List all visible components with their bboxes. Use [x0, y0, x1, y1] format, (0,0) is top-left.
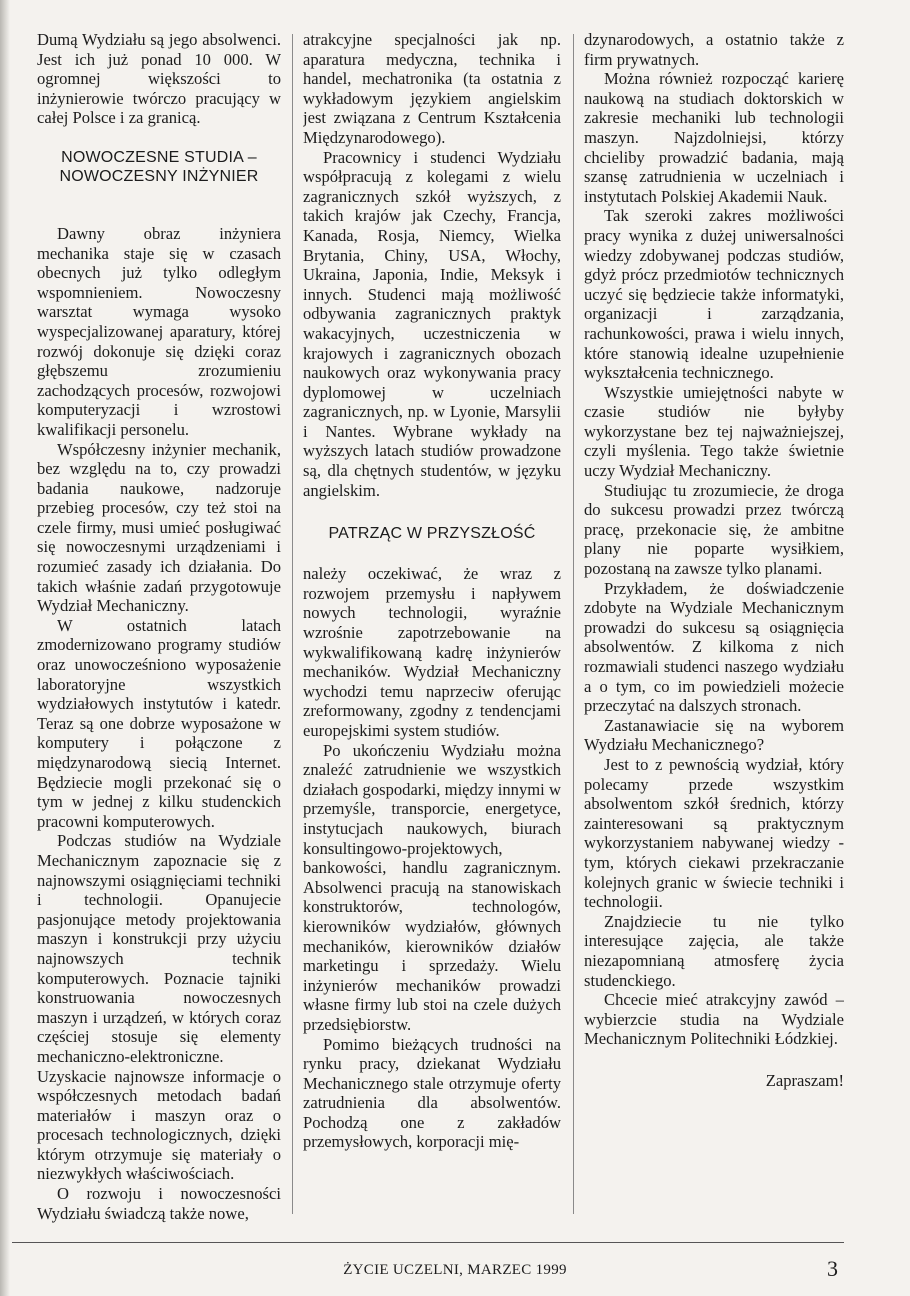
- paragraph: Znajdziecie tu nie tylko interesujące zajęcia, ale także niezapomnianą atmosferę życia studenckiego.: [584, 911, 844, 990]
- paragraph: Jest to z pewnością wydział, który polecamy przede wszystkim absolwentom szkół średnich, którzy zainteresowani są praktycznym wykorzystaniem nabywanej wiedzy - tym, których ciekawi przekraczanie kolejnych granic w świecie techniki i technologii.: [584, 754, 844, 912]
- paragraph: Dawny obraz inżyniera mechanika staje się w czasach obecnych już tylko odległym wspomnieniem. Nowoczesny warsztat wymaga wysoko wyspecjalizowanej aparatury, której rozwój dokonuje się dzięki coraz głębszemu zrozumieniu zachodzących procesów, rozwojowi komputeryzacji i wzrostowi kwalifikacji personelu.: [37, 223, 281, 439]
- footer-rule: [12, 1242, 844, 1243]
- paragraph: Po ukończeniu Wydziału można znaleźć zatrudnienie we wszystkich działach gospodarki, między innymi w przemyśle, transporcie, energetyce, instytucjach naukowych, biurach konsultingowo-projektowych, bankowości, handlu zagranicznym. Absolwenci pracują na stanowiskach konstruktorów, technologów, kierowników wydziałów, głównych mechaników, kierowników działów marketingu i sprzedaży. Wielu inżynierów mechaników prowadzi własne firmy lub stoi na czele dużych przedsiębiorstw.: [303, 740, 561, 1034]
- column-divider: [292, 34, 293, 1214]
- paragraph: O rozwoju i nowoczesności Wydziału świadczą także nowe,: [37, 1184, 281, 1223]
- section-heading-modern-studies: [37, 148, 281, 186]
- section-heading-looking-ahead: PATRZĄC W PRZYSZŁOŚĆ: [328, 525, 536, 543]
- paragraph: atrakcyjne specjalności jak np. aparatura medyczna, technika i handel, mechatronika (ta ostatnia z wykładowym językiem angielskim jest związana z Centrum Kształcenia Międzynarodowego).: [303, 30, 561, 147]
- paragraph: Można również rozpocząć karierę naukową na studiach doktorskich w zakresie mechaniki lub technologii maszyn. Najzdolniejsi, którzy chcieliby prowadzić badania, mają szansę zatrudnienia w uczelniach i instytutach Polskiej Akademii Nauk.: [584, 69, 844, 206]
- paragraph: Pracownicy i studenci Wydziału współpracują z kolegami z wielu zagranicznych szkół wyższych, z takich krajów jak Czechy, Francja, Kanada, Rosja, Niemcy, Wielka Brytania, Chiny, USA, Włochy, Ukraina, Japonia, Indie, Meksyk i innych. Studenci mają możliwość odbywania zagranicznych praktyk wakacyjnych, uczestniczenia w krajowych i zagranicznych obozach naukowych oraz wykonywania pracy dyplomowej w uczelniach zagranicznych, np. w Lyonie, Marsylii i Nantes. Wybrane wykłady na wyższych latach studiów prowadzone są, dla chętnych studentów, w języku angielskim.: [303, 147, 561, 500]
- text-column-3: [584, 30, 844, 1225]
- paragraph: Wszystkie umiejętności nabyte w czasie studiów nie byłyby wykorzystane bez tej najważniejszej, czyli myślenia. Tego także świetnie uczy Wydział Mechaniczny.: [584, 382, 844, 481]
- heading-line: NOWOCZESNE STUDIA –: [61, 148, 257, 166]
- paragraph: Dumą Wydziału są jego absolwenci. Jest ich już ponad 10 000. W ogromnej większości to inżynierowie twórczo pracujący w całej Polsce i za granicą.: [37, 30, 281, 128]
- paragraph: Przykładem, że doświadczenie zdobyte na Wydziale Mechanicznym prowadzi do sukcesu są osiągnięcia absolwentów. Z kilkoma z nich rozmawiali studenci naszego wydziału a o tym, co im powiedzieli możecie przeczytać na dalszych stronach.: [584, 578, 844, 716]
- paragraph: Studiując tu zrozumiecie, że droga do sukcesu prowadzi przez twórczą pracę, przekonacie się, że ambitne plany nie poparte wysiłkiem, pozostaną na zawsze tylko planami.: [584, 480, 844, 579]
- signoff: Zapraszam!: [765, 1070, 844, 1090]
- column-divider: [573, 34, 574, 1214]
- heading-line: NOWOCZESNY INŻYNIER: [59, 167, 259, 185]
- text-column-2: [303, 30, 561, 1225]
- paragraph: W ostatnich latach zmodernizowano programy studiów oraz unowocześniono wyposażenie laboratoryjne wszystkich wydziałowych instytutów i katedr. Teraz są one dobrze wyposażone w komputery i połączone z międzynarodową siecią Internet. Będziecie mogli przekonać się o tym w jednej z kilku studenckich pracowni komputerowych.: [37, 615, 281, 831]
- paragraph: Zastanawiacie się na wyborem Wydziału Mechanicznego?: [584, 715, 844, 755]
- paragraph: Współczesny inżynier mechanik, bez względu na to, czy prowadzi badania naukowe, nadzoruje przebieg procesów, czy też stoi na czele firmy, musi umieć posługiwać się nowoczesnymi urządzeniami i rozumieć zasady ich działania. Do takich właśnie zadań przygotowuje Wydział Mechaniczny.: [37, 439, 281, 616]
- paragraph: Podczas studiów na Wydziale Mechanicznym zapoznacie się z najnowszymi osiągnięciami techniki i technologii. Opanujecie pasjonujące metody projektowania maszyn i konstrukcji przy użyciu najnowszych technik komputerowych. Poznacie tajniki konstruowania nowoczesnych maszyn i urządzeń, w których coraz częściej stosuje się elementy mechaniczno-elektroniczne. Uzyskacie najnowsze informacje o współczesnych metodach badań materiałów i maszyn oraz o procesach technologicznych, dzięki którym otrzymuje się materiały o niezwykłych właściwościach.: [37, 831, 281, 1184]
- footer-publication: ŻYCIE UCZELNI, MARZEC 1999: [343, 1262, 567, 1278]
- paragraph: Tak szeroki zakres możliwości pracy wynika z dużej uniwersalności wiedzy zdobywanej podczas studiów, gdyż prócz przedmiotów technicznych uczyć się będziecie także informatyki, organizacji i zarządzania, rachunkowości, prawa i wielu innych, które stanowią idealne uzupełnienie wykształcenia technicznego.: [584, 206, 844, 383]
- page-edge-shadow: [0, 0, 10, 1296]
- page-number: 3: [827, 1256, 838, 1281]
- paragraph: należy oczekiwać, że wraz z rozwojem przemysłu i napływem nowych technologii, wyraźnie wzrośnie zapotrzebowanie na wykwalifikowaną kadrę inżynierów mechaników. Wydział Mechaniczny wychodzi temu naprzeciw oferując zreformowany, zgodny z tendencjami europejskimi system studiów.: [303, 564, 561, 740]
- paragraph: dzynarodowych, a ostatnio także z firm prywatnych.: [584, 30, 844, 69]
- paragraph: Chcecie mieć atrakcyjny zawód – wybierzcie studia na Wydziale Mechanicznym Politechniki Łódzkiej.: [584, 990, 844, 1049]
- paragraph: Pomimo bieżących trudności na rynku pracy, dziekanat Wydziału Mechanicznego stale otrzymuje oferty zatrudnienia dla absolwentów. Pochodzą one z zakładów przemysłowych, korporacji mię-: [303, 1034, 561, 1152]
- text-column-1: [37, 30, 281, 1225]
